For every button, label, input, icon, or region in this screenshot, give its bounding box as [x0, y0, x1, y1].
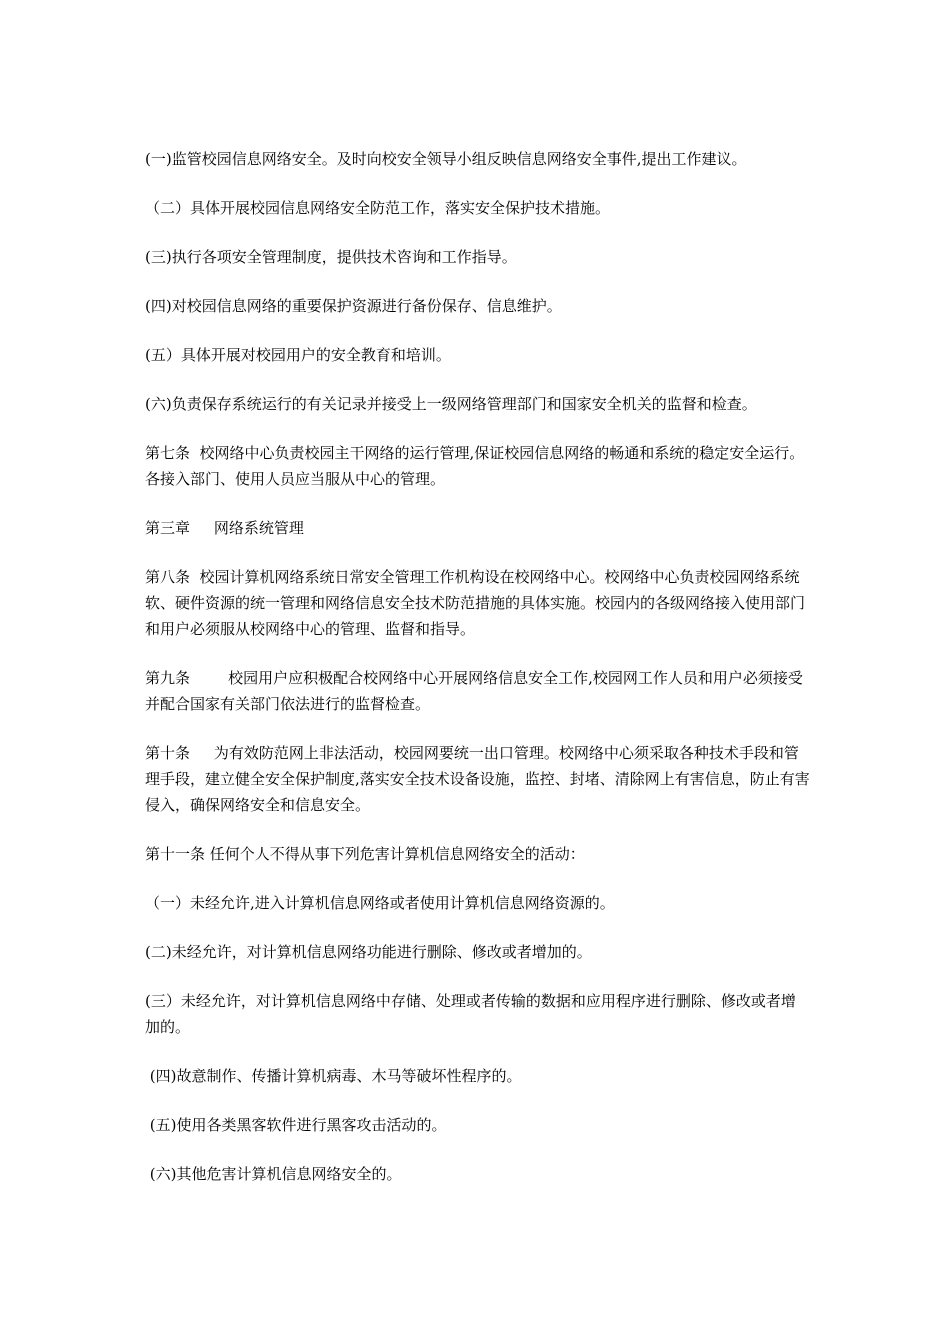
paragraph-3: (三)执行各项安全管理制度，提供技术咨询和工作指导。 — [145, 248, 517, 266]
article-11-item-2: (二)未经允许，对计算机信息网络功能进行删除、修改或者增加的。 — [145, 943, 592, 961]
article-9: 第九条 校园用户应积极配合校网络中心开展网络信息安全工作,校园网工作人员和用户必须接受并配合国家有关部门依法进行的监督检查。 — [145, 669, 803, 713]
article-8: 第八条 校园计算机网络系统日常安全管理工作机构设在校网络中心。校网络中心负责校园网络系统软、硬件资源的统一管理和网络信息安全技术防范措施的具体实施。校园内的各级网络接入使用部门和用户必须服从校网络中心的管理、监督和指导。 — [145, 568, 806, 638]
article-7: 第七条 校网络中心负责校园主干网络的运行管理,保证校园信息网络的畅通和系统的稳定安全运行。各接入部门、使用人员应当服从中心的管理。 — [145, 444, 805, 488]
article-11-item-5: (五)使用各类黑客软件进行黑客攻击活动的。 — [145, 1116, 447, 1134]
paragraph-1: (一)监管校园信息网络安全。及时向校安全领导小组反映信息网络安全事件,提出工作建议。 — [145, 150, 747, 168]
article-10: 第十条 为有效防范网上非法活动，校园网要统一出口管理。校网络中心须采取各种技术手段和管理手段，建立健全安全保护制度,落实安全技术设备设施，监控、封堵、清除网上有害信息，防止有害侵入，确保网络安全和信息安全。 — [145, 744, 810, 814]
article-11-item-3: (三）未经允许，对计算机信息网络中存储、处理或者传输的数据和应用程序进行删除、修改或者增加的。 — [145, 992, 796, 1036]
paragraph-5: (五）具体开展对校园用户的安全教育和培训。 — [145, 346, 451, 364]
article-11: 第十一条 任何个人不得从事下列危害计算机信息网络安全的活动： — [145, 845, 585, 863]
paragraph-4: (四)对校园信息网络的重要保护资源进行备份保存、信息维护。 — [145, 297, 562, 315]
article-11-item-6: (六)其他危害计算机信息网络安全的。 — [145, 1165, 402, 1183]
paragraph-2: （二）具体开展校园信息网络安全防范工作，落实安全保护技术措施。 — [145, 199, 611, 217]
article-11-item-1: （一）未经允许,进入计算机信息网络或者使用计算机信息网络资源的。 — [145, 894, 615, 912]
article-11-item-4: (四)故意制作、传播计算机病毒、木马等破坏性程序的。 — [145, 1067, 522, 1085]
chapter-3-heading: 第三章 网络系统管理 — [145, 519, 304, 537]
document-page — [145, 146, 810, 1210]
paragraph-6: (六)负责保存系统运行的有关记录并接受上一级网络管理部门和国家安全机关的监督和检查。 — [145, 395, 757, 413]
